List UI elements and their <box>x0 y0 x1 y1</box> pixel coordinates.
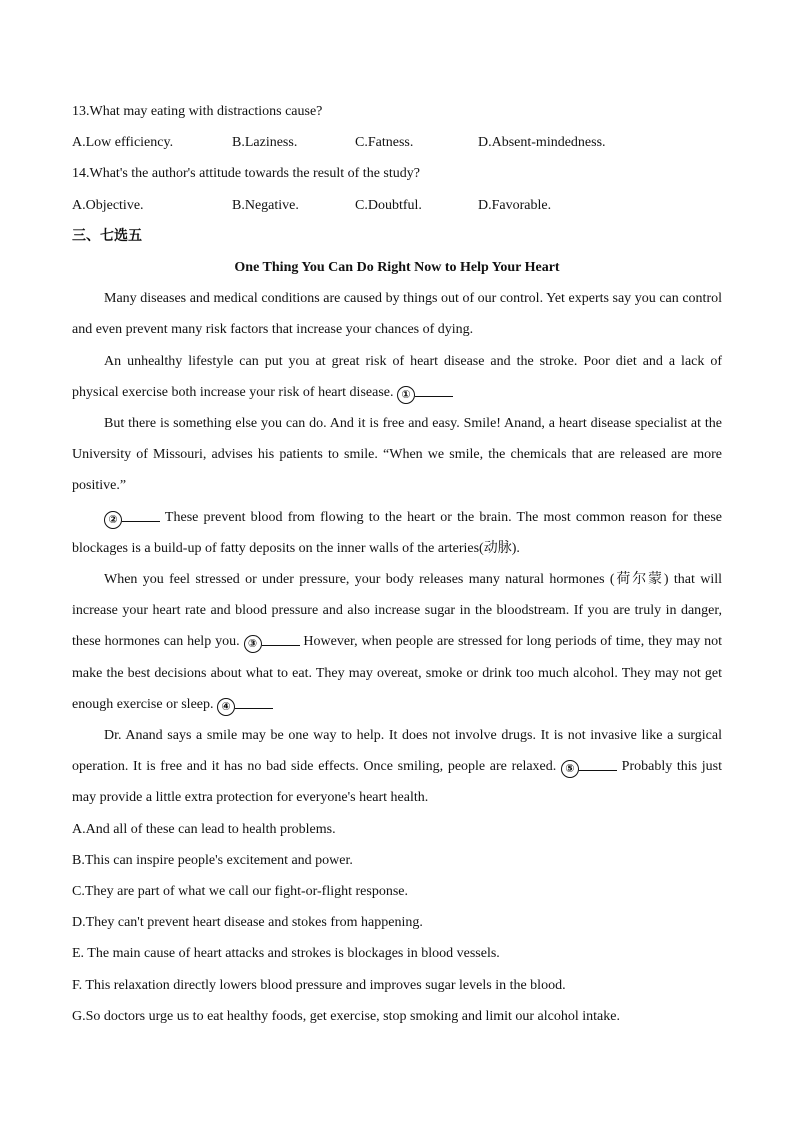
blank-2 <box>104 502 160 533</box>
choice-b: B.This can inspire people's excitement and power. <box>72 852 353 868</box>
blank-5 <box>561 751 617 782</box>
choice-d: D.They can't prevent heart disease and stokes from happening. <box>72 915 423 931</box>
paragraph-6 <box>72 720 722 814</box>
option-a: A.Low efficiency. <box>72 135 174 151</box>
blank-4-underline <box>235 696 273 709</box>
paragraph-5-text-a: When you feel stressed or under pressure, your body releases many natural hormones (荷尔蒙) that will increase your heart rate and blood pressure and also increase sugar in the bloodstream. If you are truly in danger, these hormones can help you. <box>72 572 722 650</box>
paragraph-2 <box>72 346 722 408</box>
option-b: B.Laziness. <box>232 135 298 151</box>
choice-g: G.So doctors urge us to eat healthy foods, get exercise, stop smoking and limit our alcohol intake. <box>72 1008 620 1024</box>
paragraph-1: Many diseases and medical conditions are caused by things out of our control. Yet experts say you can control and even prevent many risk factors that increase your chances of dying. <box>72 291 722 338</box>
passage-title: One Thing You Can Do Right Now to Help Your Heart <box>234 260 560 276</box>
paragraph-5 <box>72 564 722 720</box>
paragraph-4 <box>72 502 722 564</box>
blank-4-number: ④ <box>217 698 235 716</box>
blank-4 <box>217 689 273 720</box>
blank-5-underline <box>579 758 617 771</box>
question-13-options <box>72 127 722 158</box>
option-b: B.Negative. <box>232 197 299 213</box>
paragraph-3: But there is something else you can do. And it is free and easy. Smile! Anand, a heart disease specialist at the University of Missouri, advises his patients to smile. “When we smile, the chemicals that are released are more positive.” <box>72 416 722 494</box>
option-d: D.Favorable. <box>478 197 552 213</box>
paragraph-2-text: An unhealthy lifestyle can put you at great risk of heart disease and the stroke. Poor diet and a lack of physical exercise both increase your risk of heart disease. <box>72 353 722 400</box>
question-14-options <box>72 190 722 221</box>
blank-5-number: ⑤ <box>561 760 579 778</box>
blank-1-underline <box>415 384 453 397</box>
choice-f: F. This relaxation directly lowers blood pressure and improves sugar levels in the blood. <box>72 977 566 993</box>
question-14-stem: 14.What's the author's attitude towards the result of the study? <box>72 166 420 182</box>
option-d: D.Absent-mindedness. <box>478 135 606 151</box>
blank-3 <box>244 626 300 657</box>
choice-c: C.They are part of what we call our fight-or-flight response. <box>72 884 408 900</box>
paragraph-4-text: These prevent blood from flowing to the heart or the brain. The most common reason for these blockages is a build-up of fatty deposits on the inner walls of the arteries(动脉). <box>72 509 722 556</box>
option-a: A.Objective. <box>72 197 144 213</box>
section-heading: 三、七选五 <box>72 227 142 244</box>
blank-2-underline <box>122 509 160 522</box>
paragraph-6-text-b: Probably this just may provide a little extra protection for everyone's heart health. <box>72 759 723 806</box>
blank-3-underline <box>262 633 300 646</box>
choice-e: E. The main cause of heart attacks and strokes is blockages in blood vessels. <box>72 946 500 962</box>
choice-a: A.And all of these can lead to health problems. <box>72 821 336 837</box>
blank-1-number: ① <box>397 386 415 404</box>
option-c: C.Doubtful. <box>355 197 422 213</box>
paragraph-6-text-a: Dr. Anand says a smile may be one way to help. It does not involve drugs. It is not invasive like a surgical operation. It is free and it has no bad side effects. Once smiling, people are relaxed. <box>72 728 722 775</box>
blank-3-number: ③ <box>244 635 262 653</box>
document-page <box>72 96 722 1032</box>
option-c: C.Fatness. <box>355 135 414 151</box>
blank-1 <box>397 377 453 408</box>
blank-2-number: ② <box>104 511 122 529</box>
question-13-stem: 13.What may eating with distractions cause? <box>72 104 323 119</box>
paragraph-5-text-b: However, when people are stressed for long periods of time, they may not make the best decisions about what to eat. They may overeat, smoke or drink too much alcohol. They may not get enough exercise or sleep. <box>72 634 723 712</box>
